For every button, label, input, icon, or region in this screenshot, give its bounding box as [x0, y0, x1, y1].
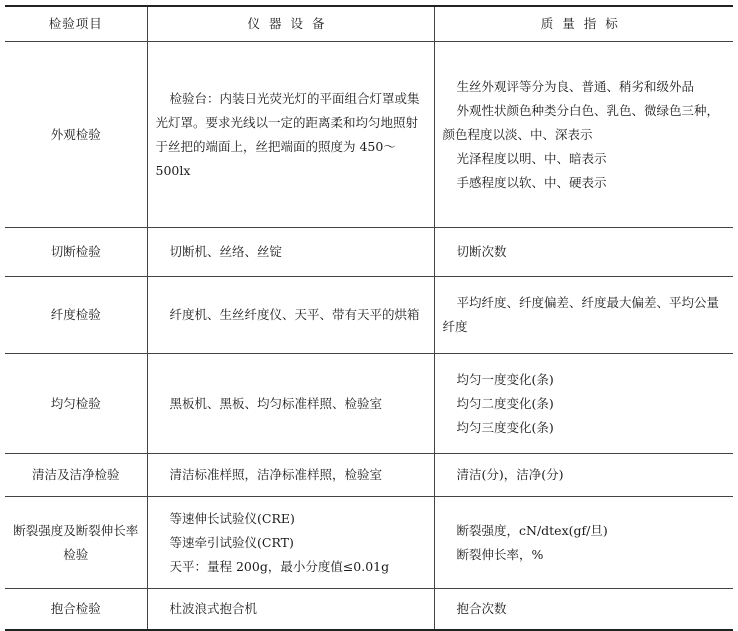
equipment-cell [147, 497, 434, 589]
indicator-text: 抱合次数 [456, 601, 507, 616]
indicators-cell [434, 277, 733, 354]
table-row [5, 228, 733, 277]
indicators-cell [434, 497, 733, 589]
indicator-text: 外观性状颜色种类分白色、乳色、微绿色三种，颜色程度以淡、中、深表示 [442, 102, 720, 142]
item-cell: 抱合检验 [5, 589, 147, 631]
indicator-text: 切断次数 [456, 244, 507, 259]
table-row [5, 497, 733, 589]
table-row [5, 354, 733, 454]
item-cell: 均匀检验 [5, 354, 147, 454]
equipment-text: 杜波浪式抱合机 [169, 601, 258, 616]
equipment-text: 天平：量程 200g，最小分度值≤0.01g [169, 558, 390, 574]
equipment-text: 等速伸长试验仪(CRE) [169, 510, 295, 526]
indicator-text: 手感程度以软、中、硬表示 [456, 174, 607, 190]
equipment-cell [147, 354, 434, 454]
equipment-text: 等速牵引试验仪(CRT) [169, 534, 294, 550]
table-row [5, 454, 733, 497]
equipment-cell [147, 42, 434, 228]
item-cell: 外观检验 [5, 42, 147, 228]
item-cell: 纤度检验 [5, 277, 147, 354]
equipment-cell [147, 454, 434, 497]
indicator-text: 断裂强度，cN/dtex(gf/旦) [456, 522, 608, 538]
indicators-cell [434, 42, 733, 228]
indicator-text: 平均纤度、纤度偏差、纤度最大偏差、平均公量纤度 [442, 295, 720, 334]
indicators-cell [434, 454, 733, 497]
indicator-text: 生丝外观评等分为良、普通、稍劣和级外品 [456, 78, 695, 94]
indicator-text: 均匀三度变化(条) [456, 419, 554, 435]
indicator-text: 均匀一度变化(条) [456, 371, 554, 387]
equipment-text: 切断机、丝络、丝锭 [169, 244, 283, 259]
indicators-cell [434, 228, 733, 277]
item-cell: 断裂强度及断裂伸长率检验 [5, 497, 147, 589]
inspection-table [5, 5, 733, 631]
indicator-text: 光泽程度以明、中、暗表示 [456, 150, 607, 166]
equipment-cell [147, 228, 434, 277]
indicators-cell [434, 354, 733, 454]
header-indicators: 质量指标 [434, 6, 733, 42]
equipment-cell [147, 277, 434, 354]
table-row [5, 589, 733, 631]
table-row [5, 277, 733, 354]
indicators-cell [434, 589, 733, 631]
header-row [5, 6, 733, 42]
equipment-text: 检验台：内装日光荧光灯的平面组合灯罩或集光灯罩。要求光线以一定的距离柔和均匀地照射于丝把的端面上，丝把端面的照度为 450～500lx [155, 90, 420, 178]
indicator-text: 均匀二度变化(条) [456, 395, 554, 411]
equipment-text: 黑板机、黑板、均匀标准样照、检验室 [169, 395, 383, 411]
item-cell: 清洁及洁净检验 [5, 454, 147, 497]
indicator-text: 断裂伸长率，% [456, 546, 544, 562]
equipment-cell [147, 589, 434, 631]
indicator-text: 清洁(分)，洁净(分) [456, 467, 564, 482]
equipment-text: 纤度机、生丝纤度仪、天平、带有天平的烘箱 [169, 307, 420, 322]
header-equipment: 仪器设备 [147, 6, 434, 42]
header-item: 检验项目 [5, 6, 147, 42]
table-row [5, 42, 733, 228]
equipment-text: 清洁标准样照，洁净标准样照，检验室 [169, 467, 383, 482]
item-cell: 切断检验 [5, 228, 147, 277]
